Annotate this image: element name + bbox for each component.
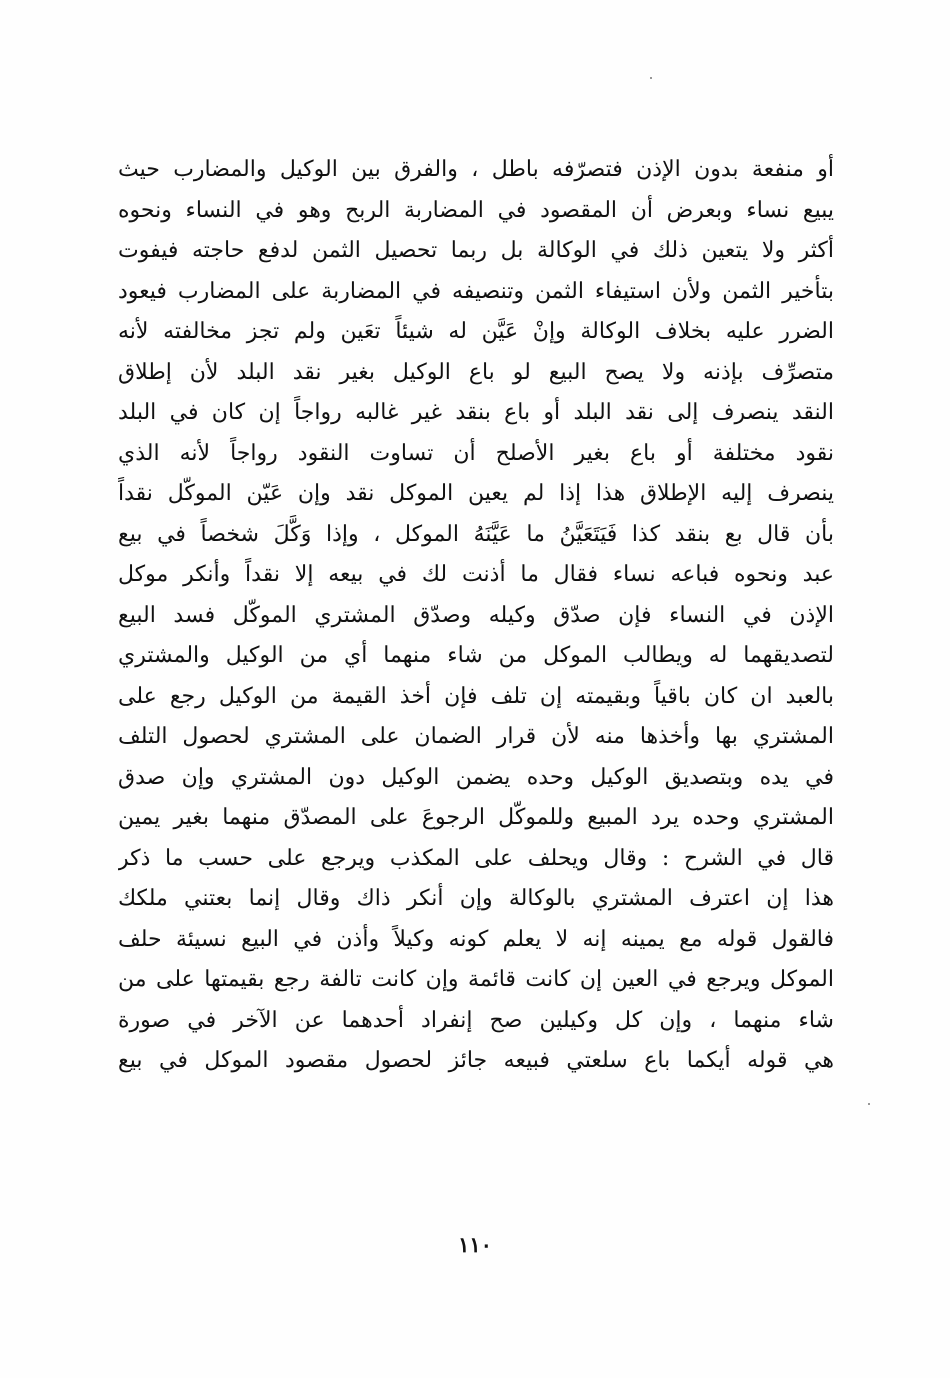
text-line: الإذن في النساء فإن صدّق وكيله وصدّق المشتري الموكّل فسد البيع <box>118 602 834 628</box>
text-line: فالقول قوله مع يمينه إنه لا يعلم كونه وكيلاً وأذن في البيع نسيئة حلف <box>118 926 834 952</box>
text-line: يبيع نساء وبعرض أن المقصود في المضاربة الربح وهو في النساء ونحوه <box>118 197 834 223</box>
text-line: المشتري بها وأخذها منه لأن قرار الضمان على المشتري لحصول التلف <box>118 724 834 749</box>
text-line: قال في الشرح : وقال ويحلف على المكذب ويرجع على حسب ما ذكر <box>118 845 834 871</box>
text-line: في يده وبتصديق الوكيل وحده يضمن الوكيل دون المشتري وإن صدق <box>118 764 834 790</box>
text-line: نقود مختلفة أو باع بغير الأصلح أن تساوت النقود رواجاً لأنه الذي <box>118 440 834 466</box>
text-line: أكثر ولا يتعين ذلك في الوكالة بل ربما تحصيل الثمن لدفع حاجته فيفوت <box>118 238 834 263</box>
body-text <box>118 150 834 1082</box>
scan-speck <box>868 1103 870 1105</box>
text-line: بالعبد ان كان باقياً وبقيمته إن تلف فإن أخذ القيمة من الوكيل رجع على <box>118 683 834 709</box>
scan-speck <box>650 77 652 79</box>
text-line: المشتري وحده يرد المبيع وللموكّل الرجوعَ على المصدّق منهما بغير يمين <box>118 805 834 830</box>
text-line: أو منفعة بدون الإذن فتصرّفه باطل ، والفرق بين الوكيل والمضارب حيث <box>118 157 834 182</box>
text-line: الضرر عليه بخلاف الوكالة وإنْ عَيَّن له شيئاً تعَين ولم تجز مخالفته لأنه <box>118 319 834 344</box>
text-line: الموكل ويرجع في العين إن كانت قائمة وإن كانت تالفة رجع بقيمتها على من <box>118 967 834 992</box>
text-line: متصرِّف بإذنه ولا يصح البيع لو باع الوكيل بغير نقد البلد لأن إطلاق <box>118 359 834 385</box>
text-line: ينصرف إليه الإطلاق هذا إذا لم يعين الموكل نقد وإن عَيّن الموكّل نقداً <box>118 481 834 506</box>
text-line: هذا إن اعترف المشتري بالوكالة وإن أنكر ذاك وقال إنما بعتني ملكك <box>118 886 834 911</box>
text-line: بأن قال بع بنقد كذا فَيَتَعَيَّنُ ما عَيَّنَهُ الموكل ، وإذا وَكَّلَ شخصاً في بيع <box>118 521 834 547</box>
text-line: عبد ونحوه فباعه نساء فقال ما أذنت لك في بيعه إلا نقداً وأنكر موكل <box>118 562 834 587</box>
text-line: النقد ينصرف إلى نقد البلد أو باع بنقد غير غالبه رواجاً إن كان في البلد <box>118 400 834 425</box>
text-line: هي قوله أيكما باع سلعتي فبيعه جائز لحصول مقصود الموكل في بيع <box>118 1048 834 1073</box>
page-number: ١١٠ <box>458 1232 492 1257</box>
text-line: بتأخير الثمن ولأن استيفاء الثمن وتنصيفه في المضاربة على المضارب فيعود <box>118 278 834 304</box>
text-line: لتصديقهما له ويطالب الموكل من شاء منهما أي من الوكيل والمشتري <box>118 643 834 668</box>
text-line: شاء منهما ، وإن كل وكيلين صح إنفراد أحدهما عن الآخر في صورة <box>118 1007 834 1033</box>
